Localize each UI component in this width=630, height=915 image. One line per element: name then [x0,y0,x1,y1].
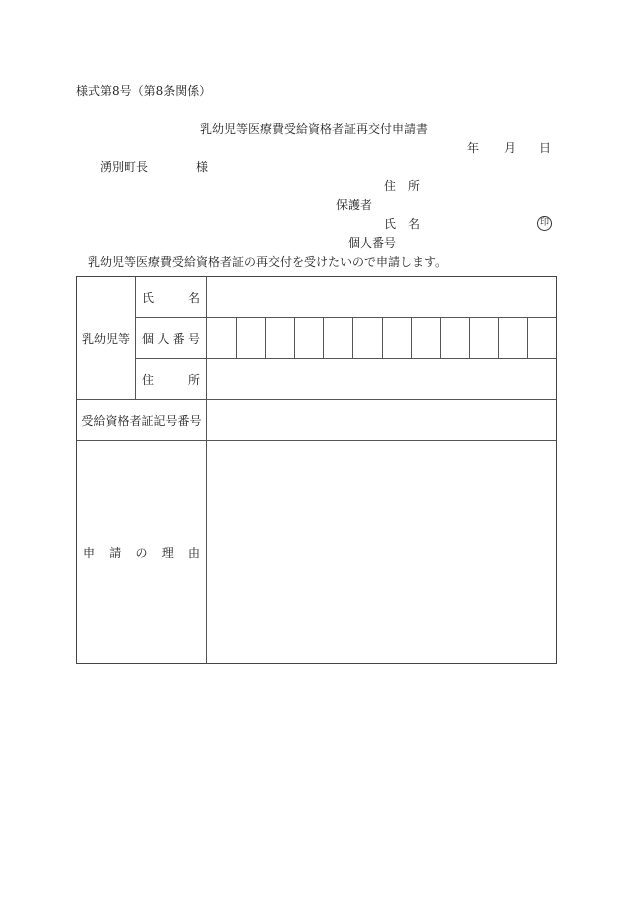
certificate-number-field[interactable] [207,400,556,440]
reason-label [77,441,206,663]
label-char: 申 [83,545,96,560]
label-char: 人 [157,331,170,346]
label-char: 個 [142,331,155,346]
label-char: 号 [187,331,200,346]
addressee-name: 湧別町長 [100,160,149,174]
my-number-digit-box[interactable] [265,318,294,358]
application-table [76,276,557,664]
infant-name-field[interactable] [207,277,556,317]
my-number-digit-box[interactable] [411,318,440,358]
applicant-address-label: 住 所 [384,179,421,193]
seal-mark: 印 [537,216,552,231]
infant-name-label [136,277,206,317]
my-number-digit-box[interactable] [352,318,381,358]
infant-my-number-label [136,318,206,358]
label-char: 由 [187,545,200,560]
my-number-digit-box[interactable] [294,318,323,358]
label-char: 番 [172,331,185,346]
label-char: 所 [187,372,200,387]
my-number-digit-box[interactable] [382,318,411,358]
label-char: 住 [142,372,155,387]
form-number: 様式第8号（第8条関係） [76,84,212,98]
infant-address-field[interactable] [207,359,556,399]
date-month: 月 [504,141,517,155]
my-number-digit-box[interactable] [527,318,556,358]
label-char: 理 [161,545,174,560]
infant-address-label [136,359,206,399]
label-char: 氏 [142,290,155,305]
my-number-digit-box[interactable] [236,318,265,358]
reason-field[interactable] [207,441,556,663]
date-day: 日 [539,141,552,155]
infant-group-label: 乳幼児等 [81,331,130,346]
statement: 乳幼児等医療費受給資格者証の再交付を受けたいので申請します。 [88,255,448,269]
my-number-digit-box[interactable] [207,318,236,358]
label-char: 名 [187,290,200,305]
label-char: の [135,545,148,560]
applicant-name-label: 氏 名 [384,217,421,231]
my-number-digit-box[interactable] [469,318,498,358]
my-number-digit-box[interactable] [498,318,527,358]
addressee-honorific: 様 [196,160,209,174]
my-number-digit-box[interactable] [440,318,469,358]
date-year: 年 [467,141,480,155]
my-number-digit-box[interactable] [323,318,352,358]
applicant-my-number-label: 個人番号 [348,236,397,250]
guardian-label: 保護者 [336,198,373,212]
label-char: 請 [109,545,122,560]
document-title: 乳幼児等医療費受給資格者証再交付申請書 [200,122,429,136]
certificate-number-label: 受給資格者証記号番号 [81,413,202,428]
